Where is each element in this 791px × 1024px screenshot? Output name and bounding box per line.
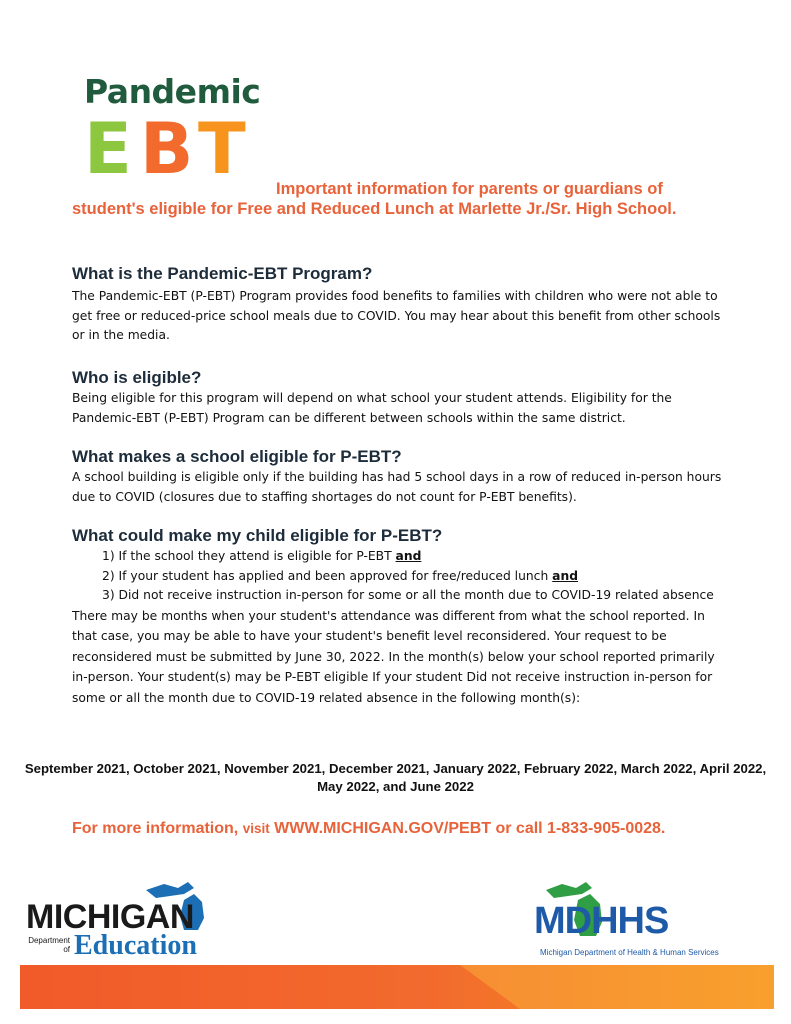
logo-letter-e: E (84, 108, 130, 190)
list-item (72, 547, 732, 567)
section-program (72, 263, 732, 346)
more-info-lead: For more information, (72, 820, 239, 837)
more-info-link[interactable]: WWW.MICHIGAN.GOV/PEBT or call 1-833-905-0028. (274, 820, 666, 837)
criteria-text: Did not receive instruction in-person for some or all the month due to COVID-19 related absence (118, 588, 714, 602)
mde-word: MICHIGAN (26, 898, 194, 936)
section-child-eligible (72, 525, 732, 708)
logo-letter-b: B (140, 108, 192, 190)
mde-dept: Department of (28, 936, 70, 954)
intro-line-2: student's eligible for Free and Reduced Lunch at Marlette Jr./Sr. High School. (72, 200, 677, 218)
followup-paragraph: There may be months when your student's attendance was different from what the school reported. In that case, you may be able to have your student's benefit level reconsidered. Your request to be reconsidered must be submitted by June 30, 2022. In the month(s) below your school reported primarily in-person. Your student(s) may be P-EBT eligible If your student Did not receive instruction in-person for some or all the month due to COVID-19 related absence in the following month(s): (72, 608, 715, 705)
mdhhs-logo (534, 878, 754, 963)
more-info (72, 820, 665, 838)
criteria-list (72, 547, 732, 606)
criteria-text: If the school they attend is eligible for P-EBT (118, 549, 392, 563)
logo-pandemic-word: Pandemic (84, 72, 261, 111)
section-who-eligible (72, 367, 732, 428)
list-item (72, 567, 732, 587)
criteria-num: 1) (102, 549, 115, 563)
criteria-text: If your student has applied and been approved for free/reduced lunch (118, 568, 549, 583)
section-heading: What makes a school eligible for P-EBT? (72, 447, 402, 466)
mdhhs-word: MDHHS (534, 900, 669, 942)
mde-education: Education (74, 930, 197, 961)
list-item (72, 586, 732, 606)
logo-letter-t: T (198, 108, 244, 190)
criteria-and: and (395, 549, 422, 563)
section-heading: Who is eligible? (72, 368, 202, 387)
more-info-visit: visit (242, 821, 270, 836)
section-heading: What could make my child eligible for P-EBT? (72, 526, 443, 545)
section-heading: What is the Pandemic-EBT Program? (72, 264, 373, 283)
mdhhs-subtitle: Michigan Department of Health & Human Services (540, 948, 719, 957)
criteria-and: and (552, 568, 579, 583)
pandemic-ebt-logo (84, 72, 284, 190)
criteria-num: 3) (102, 588, 115, 602)
mde-logo (26, 878, 236, 963)
section-body: The Pandemic-EBT (P-EBT) Program provides food benefits to families with children who were not able to get free or reduced-price school meals due to COVID. You may hear about this benefit from other schools or in the media. (72, 289, 721, 342)
section-school-eligible (72, 446, 732, 507)
intro-line-1: Important information for parents or guardians of (276, 180, 663, 198)
section-body: A school building is eligible only if the building has had 5 school days in a row of reduced in-person hours due to COVID (closures due to staffing shortages do not count for P-EBT benefits). (72, 470, 722, 504)
section-body: Being eligible for this program will depend on what school your student attends. Eligibility for the Pandemic-EBT (P-EBT) Program can be different between schools within the same district. (72, 391, 672, 425)
eligible-months: September 2021, October 2021, November 2021, December 2021, January 2022, February 2022, March 2022, April 2022, May 2022, and June 2022 (24, 761, 767, 794)
footer-color-band (20, 965, 774, 1009)
criteria-num: 2) (102, 568, 115, 583)
